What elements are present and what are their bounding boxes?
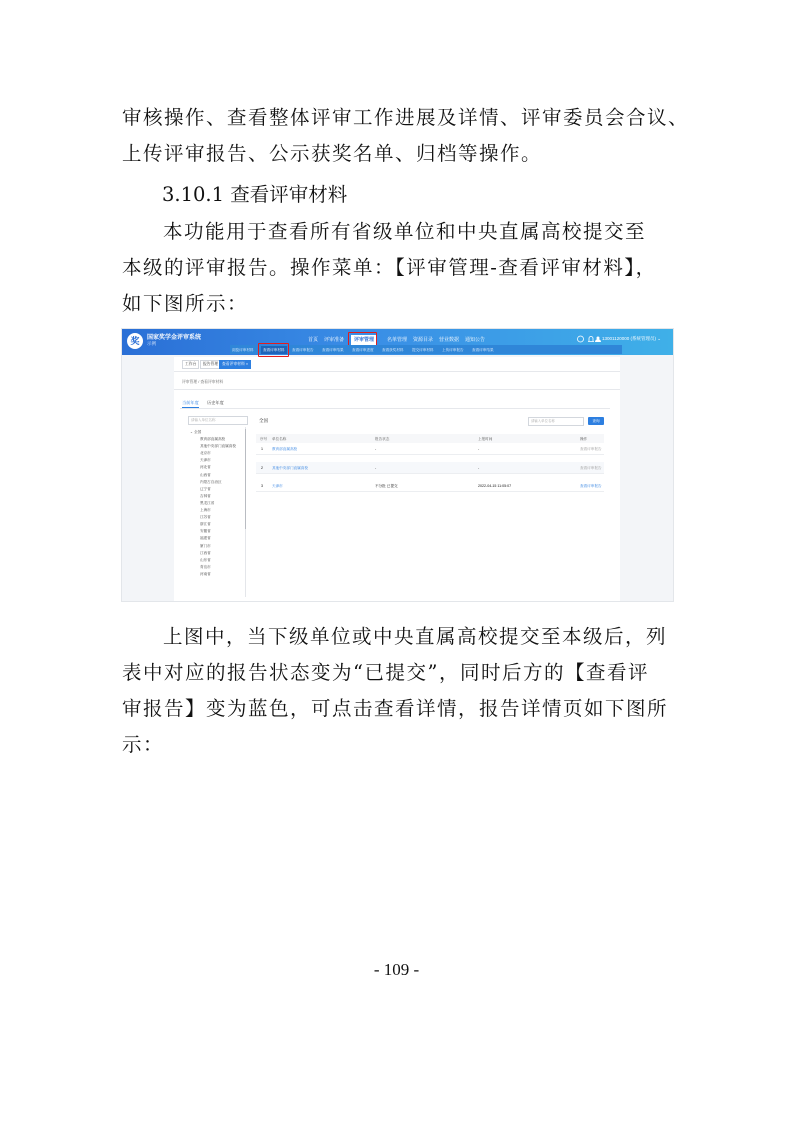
system-title: 国家奖学金评审系统 [147, 335, 202, 341]
paragraph-explanation [122, 619, 682, 763]
divider [180, 408, 610, 409]
table-row [256, 480, 604, 492]
text-line: 示： [122, 733, 165, 756]
subnav-item[interactable]: 浏览评审材料 [232, 348, 254, 352]
paragraph-description [122, 214, 682, 322]
page-tab[interactable]: 工作台 [182, 360, 199, 369]
page-number: - 109 - [373, 960, 420, 979]
tree-item[interactable]: 北京市 [200, 451, 211, 456]
text-line: 上图中，当下级单位或中央直属高校提交至本级后，列 [163, 625, 668, 648]
table-row [256, 443, 604, 455]
nav-item-list[interactable]: 名单管理 [387, 337, 408, 343]
tree-item[interactable]: 浙江省 [200, 522, 211, 527]
text-line: 表中对应的报告状态变为“已提交”，同时后方的【查看评 [122, 661, 649, 684]
column-header: 单位名称 [272, 437, 287, 441]
logo-icon: 奖 [127, 333, 143, 349]
cell-unit[interactable]: 其他中央部门直属高校 [272, 466, 308, 470]
divider [174, 371, 620, 372]
subnav-item[interactable]: 上传评审报告 [442, 348, 464, 352]
view-report-link[interactable]: 查看评审报告 [580, 484, 602, 488]
section-heading: 3.10.1 查看评审材料 [162, 183, 348, 206]
subnav-item[interactable]: 查看评审报告 [292, 348, 314, 352]
tree-root[interactable]: ⌄ 全国 [190, 430, 202, 434]
subnav-item[interactable]: 提交评审材料 [412, 348, 434, 352]
tree-item[interactable]: 黑龙江省 [200, 500, 215, 505]
tree-item[interactable]: 上海市 [200, 508, 211, 513]
text-line: 审核操作、查看整体评审工作进展及详情、评审委员会合议、 [122, 106, 690, 129]
user-name: 13001120000 (系统管理员) [602, 336, 656, 342]
table-header [256, 434, 604, 443]
breadcrumb: 评审管理 / 查看评审材料 [182, 380, 224, 384]
tree-item[interactable]: 吉林省 [200, 493, 211, 498]
tab-current-year[interactable]: 当前年度 [182, 400, 199, 408]
cell-unit[interactable]: 天津市 [272, 484, 283, 488]
cell-time: - [478, 466, 480, 470]
highlight-box [258, 343, 289, 357]
unit-search-input[interactable]: 请输入单位名称 [528, 417, 584, 426]
system-subtitle: 示例 [147, 341, 156, 346]
tree-item[interactable]: 其他中央部门直属高校 [200, 444, 236, 449]
nav-item-resource[interactable]: 资源目录 [413, 337, 434, 343]
cell-status: - [375, 466, 377, 470]
tree-item[interactable]: 山西省 [200, 472, 211, 477]
tree-scrollbar-thumb[interactable] [245, 429, 246, 529]
tree-item[interactable]: 教育部直属高校 [200, 437, 226, 442]
system-screenshot [121, 328, 674, 602]
tree-item[interactable]: 江苏省 [200, 515, 211, 520]
cell-status: 不分批 已提交 [375, 484, 398, 488]
notification-icons[interactable] [577, 335, 595, 345]
nav-item-home[interactable]: 首页 [308, 337, 319, 343]
tree-item[interactable]: 河南省 [200, 571, 211, 576]
subnav-item[interactable]: 查看获奖材料 [382, 348, 404, 352]
nav-item-data[interactable]: 营业数据 [439, 337, 460, 343]
column-header: 上报时间 [478, 437, 493, 441]
help-bell-icon [577, 335, 595, 343]
nav-item-review-manage[interactable]: 评审管理 [351, 335, 377, 345]
user-icon [595, 336, 601, 342]
tree-item[interactable]: 天津市 [200, 458, 211, 463]
tree-item[interactable]: 辽宁省 [200, 486, 211, 491]
table-row [256, 462, 604, 474]
tree-item[interactable]: 福建省 [200, 536, 211, 541]
tree-item[interactable]: 厦门市 [200, 543, 211, 548]
subnav-item-active[interactable]: 查看评审材料 [263, 348, 285, 352]
tree-item[interactable]: 江西省 [200, 550, 211, 555]
column-header: 操作 [580, 437, 588, 441]
subnav-item[interactable]: 查看评审结果 [322, 348, 344, 352]
divider [174, 389, 620, 390]
cell-index: 1 [261, 447, 263, 451]
nav-item-prepare[interactable]: 评审准备 [324, 337, 345, 343]
cell-time: - [478, 447, 480, 451]
paragraph-intro [122, 100, 690, 172]
unit-tree [188, 429, 246, 578]
subnav-item[interactable]: 查看评审进度 [352, 348, 374, 352]
tree-item[interactable]: 河北省 [200, 465, 211, 470]
tree-item[interactable]: 青岛市 [200, 564, 211, 569]
tree-item[interactable]: 内蒙古自治区 [200, 479, 222, 484]
nav-item-notice[interactable]: 通知公告 [465, 337, 486, 343]
query-button[interactable]: 查询 [588, 417, 604, 425]
text-line: 如下图所示： [122, 292, 249, 315]
text-line: 本级的评审报告。操作菜单：【评审管理-查看评审材料】， [122, 256, 657, 279]
text-line: 上传评审报告、公示获奖名单、归档等操作。 [122, 142, 543, 165]
text-line: 审报告】变为蓝色，可点击查看详情，报告详情页如下图所 [122, 697, 669, 720]
page-tab-label: 查看评审材料 [222, 362, 245, 366]
cell-unit[interactable]: 教育部直属高校 [272, 447, 298, 451]
tab-history-year[interactable]: 历史年度 [207, 400, 224, 405]
tree-search-input[interactable]: 请输入单位名称 [188, 416, 248, 425]
tree-item[interactable]: 山东省 [200, 557, 211, 562]
column-header: 报告状态 [375, 437, 390, 441]
user-label[interactable]: 13001120000 (系统管理员) ⌄ [595, 336, 661, 342]
page-tab-active[interactable]: 查看评审材料 × [219, 360, 251, 369]
view-report-link: 查看评审报告 [580, 466, 602, 470]
subnav-item[interactable]: 查看评审结果 [472, 348, 494, 352]
cell-time: 2022-04-15 11:05:07 [478, 484, 512, 488]
cell-index: 2 [261, 466, 263, 470]
view-report-link: 查看评审报告 [580, 447, 602, 451]
text-line: 本功能用于查看所有省级单位和中央直属高校提交至 [163, 220, 647, 243]
tree-item[interactable]: 安徽省 [200, 529, 211, 534]
area-title: 全国 [259, 418, 269, 423]
cell-status: - [375, 447, 377, 451]
column-header: 序号 [260, 437, 268, 441]
page-tab[interactable]: 报告管理 [200, 360, 221, 369]
cell-index: 3 [261, 484, 263, 488]
